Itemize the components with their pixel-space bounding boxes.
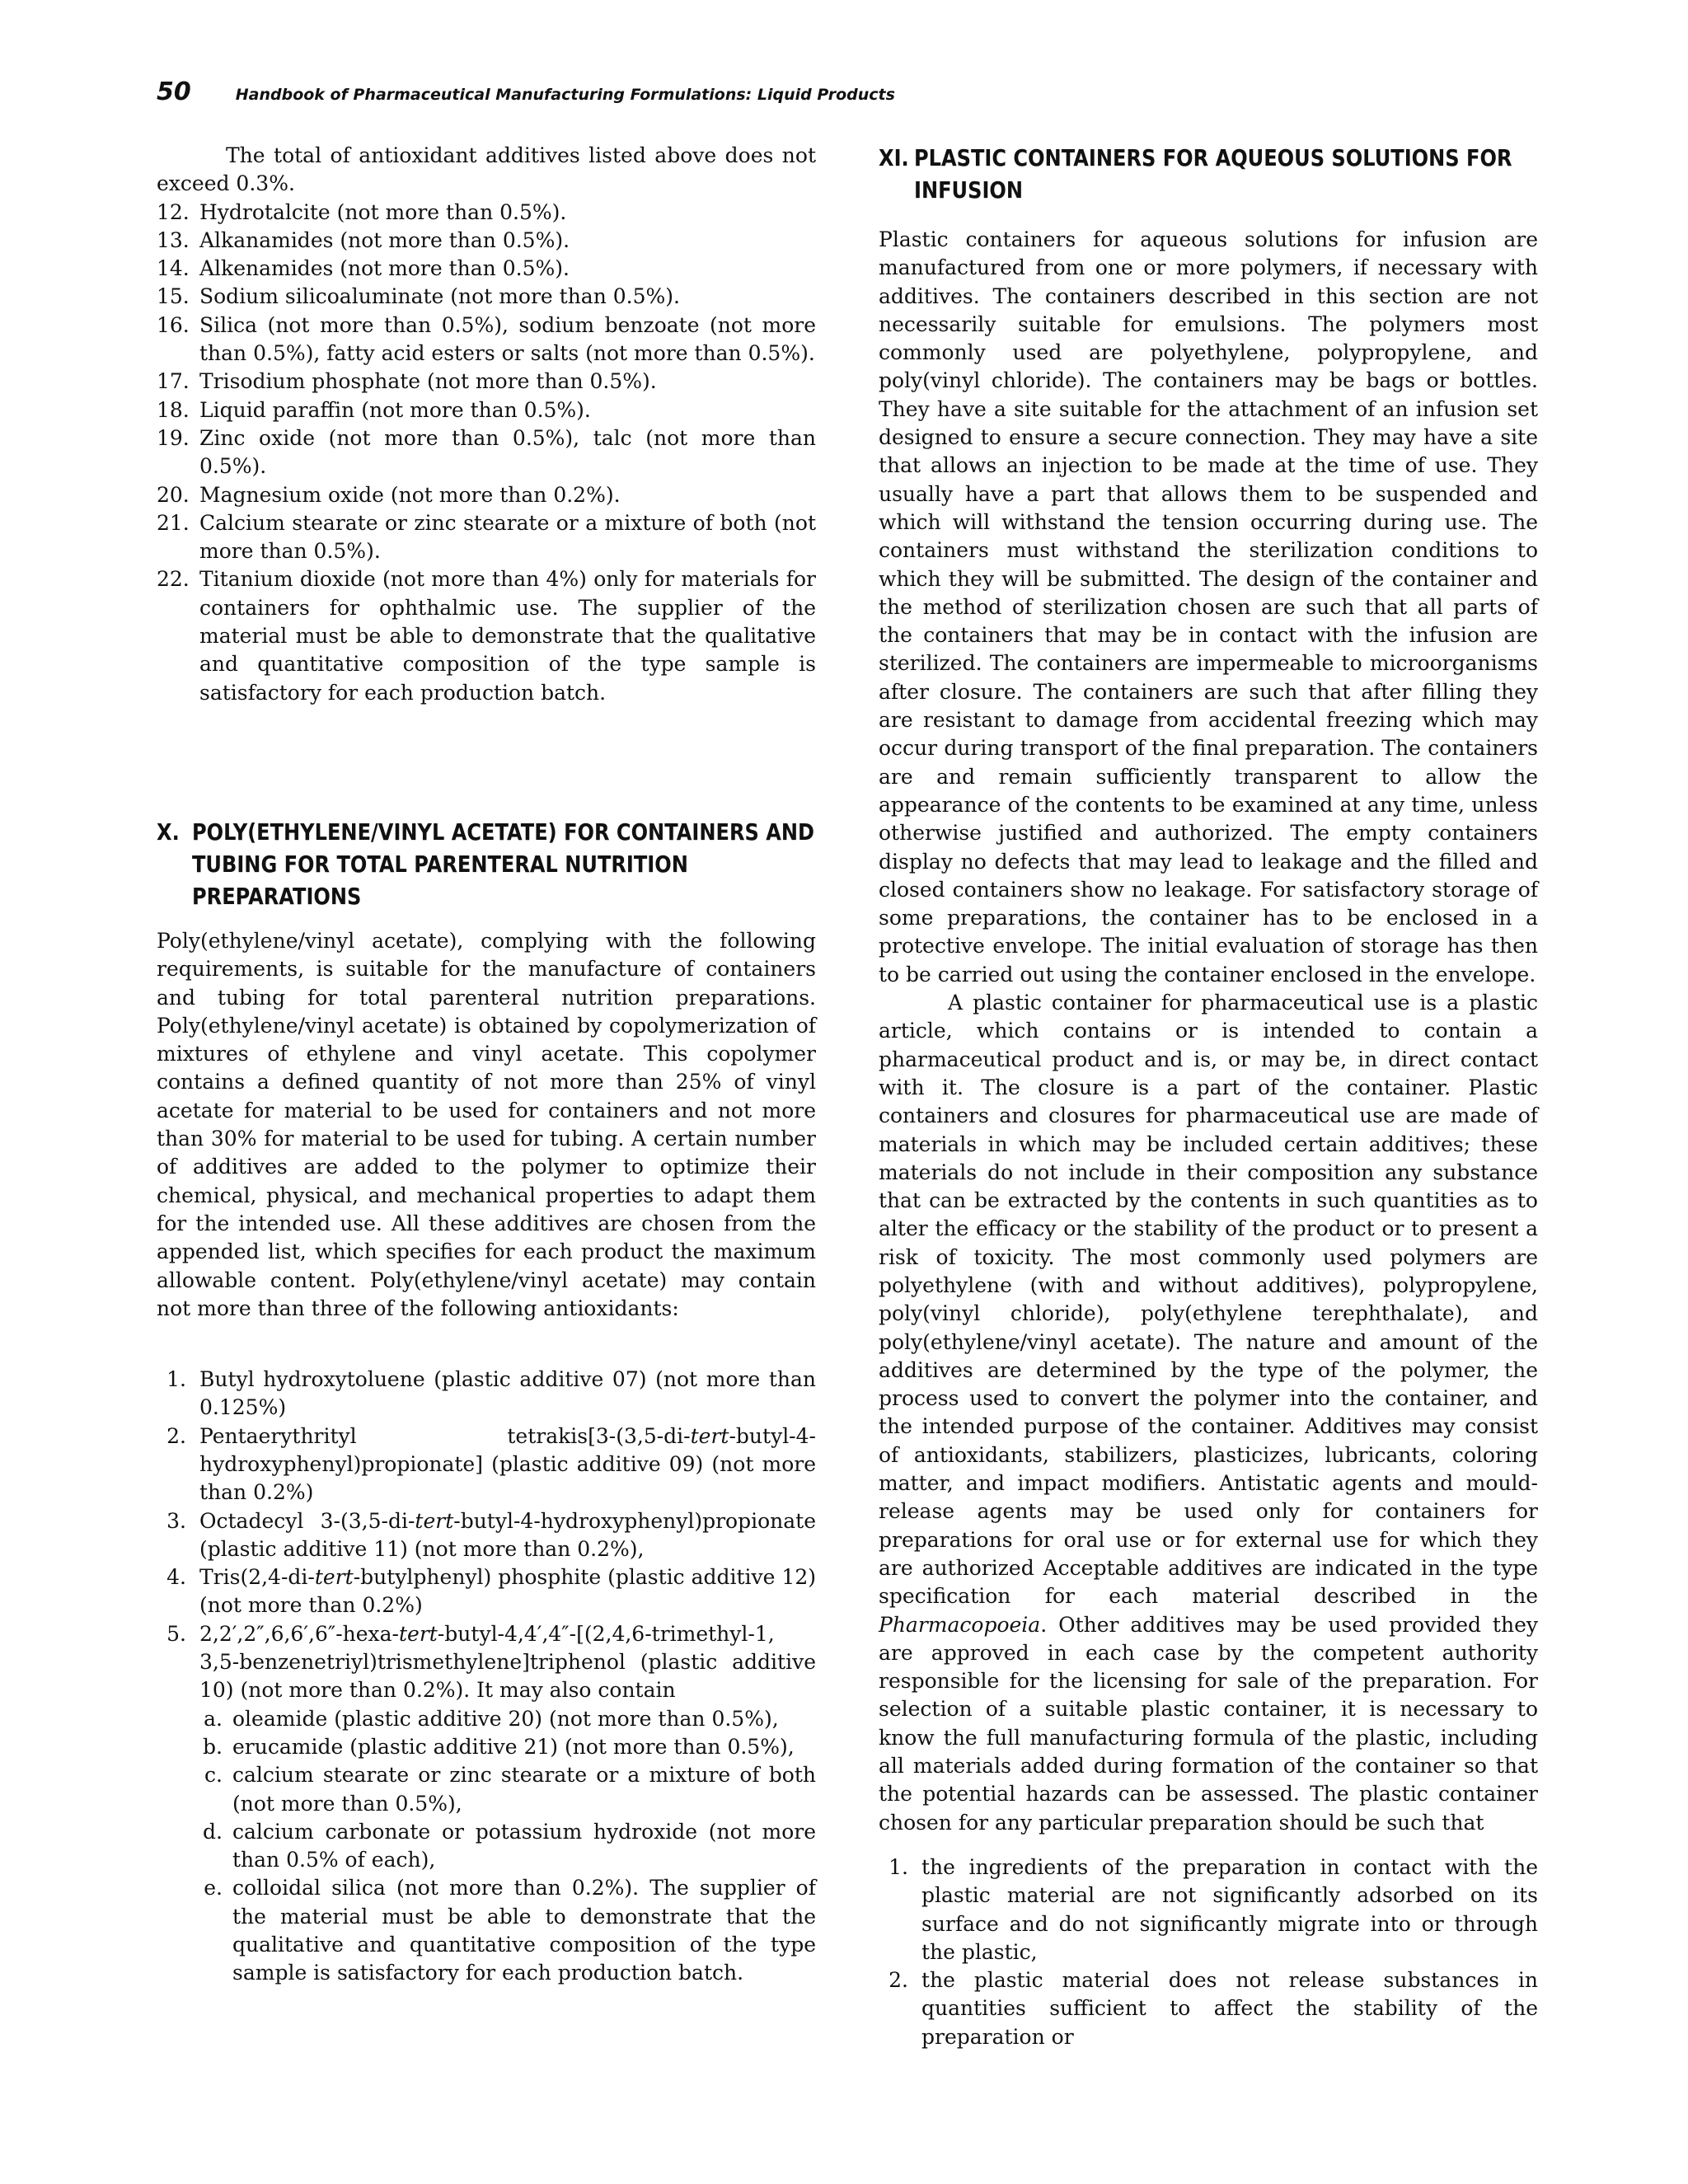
page-header [157,77,895,110]
list-item: e. colloidal silica (not more than 0.2%). The supplier of the material must be able to demonstrate that the qualitative and quantitative composition of the type sample is satisfactory for each production batch. [204,1876,816,1985]
list-item: 4. Tris(2,4-di-tert-butylphenyl) phosphite (plastic additive 12) (not more than 0.2%) [166,1565,816,1618]
list-item: 2. Pentaerythrityl tetrakis[3-(3,5-di-tert-butyl-4-hydroxyphenyl)propionate] (plastic additive 09) (not more than 0.2%) [166,1423,816,1505]
list-item: c. calcium stearate or zinc stearate or a mixture of both (not more than 0.5%), [204,1763,816,1816]
list-item: 5. 2,2′,2″,6,6′,6″-hexa-tert-butyl-4,4′,4″-[(2,4,6-trimethyl-1, 3,5-benzenetriyl)trismethylene]triphenol (plastic additive 10) (not more than 0.2%). It may also contain a. oleamide (plastic additive 20) (not more than 0.5%), b. erucamide (plastic additive 21) (not more than 0.5%), c. calcium stearate or zinc stearate or a mixture of both (not more than 0.5%), d. calcium carbonate or potassium hydroxide (not more than 0.5% of each), e. colloidal silica (not more than 0.2%). The supplier of the material must be able to demonstrate that the qualitative and quantitative composition of the type sample is satisfactory for each production batch. [157,1620,816,1988]
list-item: 15. Sodium silicoaluminate (not more than 0.5%). [157,284,680,309]
list-item: 16. Silica (not more than 0.5%), sodium benzoate (not more than 0.5%), fatty acid esters or salts (not more than 0.5%). [157,312,816,366]
list-item: 1. Butyl hydroxytoluene (plastic additive 07) (not more than 0.125%) [166,1367,816,1420]
list-item: 14. Alkenamides (not more than 0.5%). [157,256,570,281]
section-x-body: Poly(ethylene/vinyl acetate), complying with the following requirements, is suitable for the manufacture of containers and tubing for total parenteral nutrition preparations. Poly(ethylene/vinyl acetate) is obtained by copolymerization of mixtures of ethylene and vinyl acetate. This copolymer contains a defined quantity of not more than 25% of vinyl acetate for material to be used for containers and not more than 30% for material to be used for tubing. A certain number of additives are added to the polymer to optimize their chemical, physical, and mechanical properties to adapt them for the intended use. All these additives are chosen from the appended list, which specifies for each product the maximum allowable content. Poly(ethylene/vinyl acetate) may contain not more than three of the following antioxidants: [157,928,816,1320]
list-item: 13. Alkanamides (not more than 0.5%). [157,227,570,252]
intro-continuation: The total of antioxidant additives listed above does not exceed 0.3%. [157,143,816,196]
list-item: 2. the plastic material does not release substances in quantities sufficient to affect the stability of the preparation or [889,1968,1538,2049]
list-item: b. erucamide (plastic additive 21) (not more than 0.5%), [203,1734,795,1759]
list-item: 20. Magnesium oxide (not more than 0.2%). [157,482,621,507]
left-column [157,142,816,1988]
list-item: 18. Liquid paraffin (not more than 0.5%). [157,397,591,422]
list-item: 17. Trisodium phosphate (not more than 0.5%). [157,369,657,394]
also-contain-list [199,1705,816,1988]
list-item: 3. Octadecyl 3-(3,5-di-tert-butyl-4-hydroxyphenyl)propionate (plastic additive 11) (not more than 0.2%), [166,1508,816,1561]
right-column [879,142,1538,2051]
antioxidant-list [157,1366,816,1988]
section-xi-para-2: A plastic container for pharmaceutical use is a plastic article, which contains or is intended to contain a pharmaceutical product and is, or may be, in direct contact with it. The closure is a part of the container. Plastic containers and closures for pharmaceutical use are made of materials in which may be included certain additives; these materials do not include in their composition any substance that can be extracted by the contents in such quantities as to alter the efficacy or the stability of the product or to present a risk of toxicity. The most commonly used polymers are polyethylene (with and without additives), polypropylene, poly(vinyl chloride), poly(ethylene terephthalate), and poly(ethylene/vinyl acetate). The nature and amount of the additives are determined by the type of the polymer, the process used to convert the polymer into the container, and the intended purpose of the container. Additives may consist of antioxidants, stabilizers, plasticizes, lubricants, coloring matter, and impact modifiers. Antistatic agents and mould-release agents may be used only for containers for preparations for oral use or for external use for which they are authorized Acceptable additives are indicated in the type specification for each material described in the Pharmacopoeia. Other additives may be used provided they are approved in each case by the competent authority responsible for the licensing for sale of the preparation. For selection of a suitable plastic container, it is necessary to know the full manufacturing formula of the plastic, including all materials added during formation of the container so that the potential hazards can be assessed. The plastic container chosen for any particular preparation should be such that [879,991,1538,1835]
section-heading-x: X. POLY(ETHYLENE/VINYL ACETATE) FOR CONTAINERS AND TUBING FOR TOTAL PARENTERAL NUTRITION PREPARATIONS [157,818,815,910]
list-item: d. calcium carbonate or potassium hydroxide (not more than 0.5% of each), [203,1819,816,1872]
list-item: 12. Hydrotalcite (not more than 0.5%). [157,199,567,224]
list-item: 21. Calcium stearate or zinc stearate or a mixture of both (not more than 0.5%). [157,510,816,564]
list-item: 19. Zinc oxide (not more than 0.5%), talc (not more than 0.5%). [157,425,816,479]
list-item: a. oleamide (plastic additive 20) (not more than 0.5%), [204,1706,779,1731]
list-item: 22. Titanium dioxide (not more than 4%) only for materials for containers for ophthalmic use. The supplier of the material must be able to demonstrate that the qualitative and quantitative composition of the type sample is satisfactory for each production batch. [157,567,816,705]
running-title: Handbook of Pharmaceutical Manufacturing Formulations: Liquid Products [235,86,895,104]
requirements-list [879,1854,1538,2051]
list-item: 1. the ingredients of the preparation in contact with the plastic material are not significantly adsorbed on its surface and do not significantly migrate into or through the plastic, [889,1854,1538,1964]
additives-list [157,199,816,707]
section-heading-xi: XI. PLASTIC CONTAINERS FOR AQUEOUS SOLUTIONS FOR INFUSION [879,144,1512,204]
page-number: 50 [157,77,191,106]
section-xi-para-1: Plastic containers for aqueous solutions for infusion are manufactured from one or more polymers, if necessary with additives. The containers described in this section are not necessarily suitable for emulsions. The polymers most commonly used are polyethylene, polypropylene, and poly(vinyl chloride). The containers may be bags or bottles. They have a site suitable for the attachment of an infusion set designed to ensure a secure connection. They may have a site that allows an injection to be made at the time of use. They usually have a part that allows them to be suspended and which will withstand the tension occurring during use. The containers must withstand the sterilization conditions to which they will be submitted. The design of the container and the method of sterilization chosen are such that all parts of the containers that may be in contact with the infusion are sterilized. The containers are impermeable to microorganisms after closure. The containers are such that after filling they are resistant to damage from accidental freezing which may occur during transport of the final preparation. The containers are and remain sufficiently transparent to allow the appearance of the contents to be examined at any time, unless otherwise justified and authorized. The empty containers display no defects that may lead to leakage and the filled and closed containers show no leakage. For satisfactory storage of some preparations, the container has to be enclosed in a protective envelope. The initial evaluation of storage has then to be carried out using the container enclosed in the envelope. [879,227,1538,987]
